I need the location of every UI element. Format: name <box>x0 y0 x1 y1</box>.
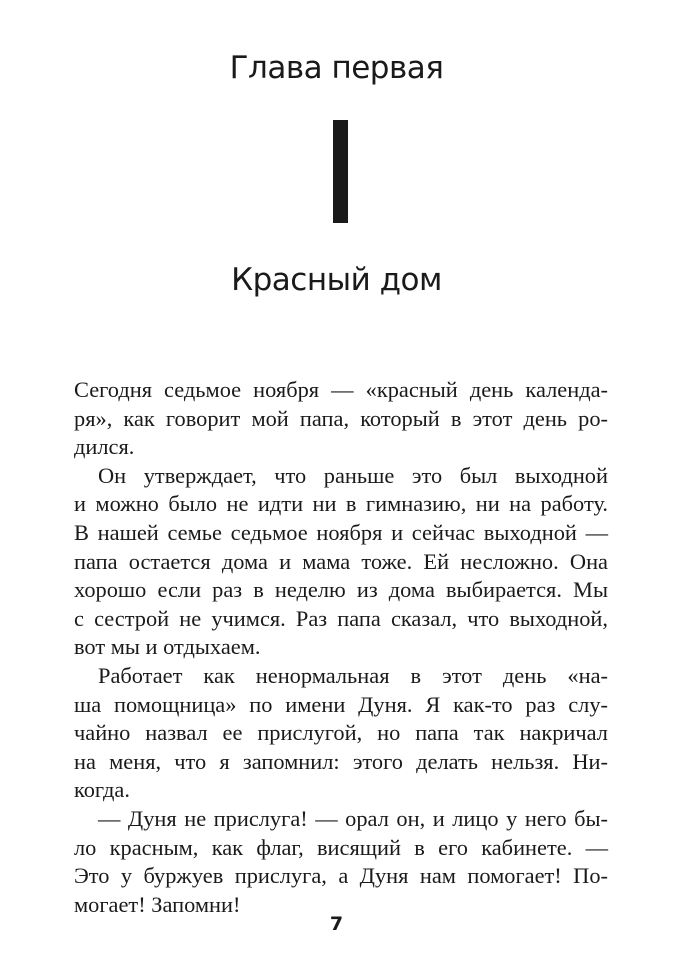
paragraph <box>74 662 608 805</box>
text-line: на меня, что я запомнил: этого делать нельзя. Ни- <box>74 748 608 774</box>
text-line: с сестрой не учимся. Раз папа сказал, что выходной, <box>74 605 608 631</box>
text-line: Сегодня седьмое ноября — «красный день календа- <box>74 377 608 402</box>
text-line: могает! Запомни! <box>74 891 241 917</box>
text-line: Это у буржуев прислуга, а Дуня нам помогает! По- <box>74 863 608 889</box>
text-line: ша помощница» по имени Дуня. Я как-то раз слу- <box>74 691 608 717</box>
paragraph <box>74 805 608 919</box>
text-line: — Дуня не прислуга! — орал он, и лицо у него бы- <box>98 805 608 831</box>
text-line: и можно было не идти ни в гимназию, ни на работу. <box>74 491 608 517</box>
text-line: ря», как говорит мой папа, который в этот день ро- <box>74 405 608 431</box>
chapter-title: Красный дом <box>231 262 442 298</box>
chapter-numeral <box>333 120 348 223</box>
text-line: чайно назвал ее прислугой, но папа так накричал <box>74 720 608 746</box>
text-line: Работает как ненормальная в этот день «на- <box>98 662 608 688</box>
text-line: ло красным, как флаг, висящий в его кабинете. — <box>74 834 608 860</box>
text-line: В нашей семье седьмое ноября и сейчас выходной — <box>74 519 608 545</box>
text-line: вот мы и отдыхаем. <box>74 634 261 660</box>
paragraph <box>74 462 608 662</box>
text-line: папа остается дома и мама тоже. Ей несложно. Она <box>74 548 608 574</box>
text-line: хорошо если раз в неделю из дома выбирается. Мы <box>74 577 608 603</box>
chapter-label: Глава первая <box>229 50 444 86</box>
paragraph <box>74 376 608 462</box>
text-line: Он утверждает, что раньше это был выходной <box>98 462 608 488</box>
chapter-body-text <box>74 376 608 919</box>
text-line: дился. <box>74 434 135 460</box>
text-line: когда. <box>74 777 130 803</box>
page-number: 7 <box>329 913 344 935</box>
